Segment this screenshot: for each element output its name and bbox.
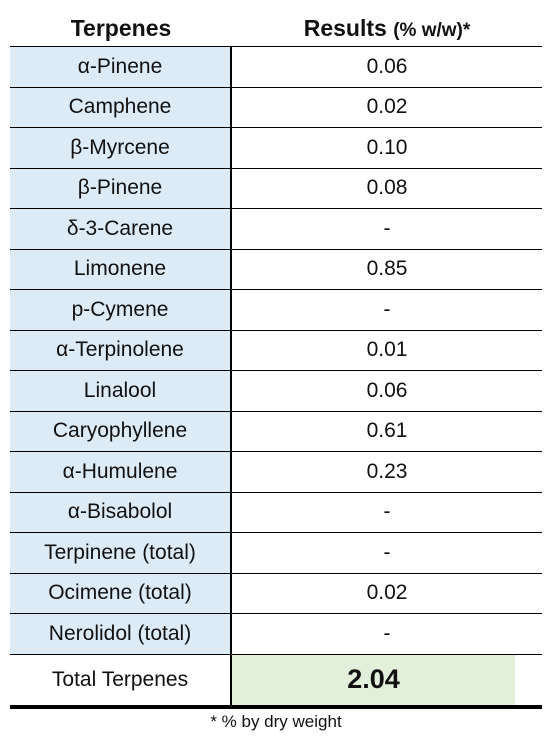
terpene-value: 0.06: [232, 47, 542, 87]
terpene-value: 0.85: [232, 250, 542, 290]
terpene-name: β-Myrcene: [10, 128, 232, 168]
terpene-value: 0.01: [232, 331, 542, 371]
table-row: [10, 47, 542, 88]
table-row: [10, 169, 542, 210]
terpene-value: 0.06: [232, 371, 542, 411]
terpene-name: Limonene: [10, 250, 232, 290]
terpene-value: -: [232, 493, 542, 533]
terpene-name: α-Bisabolol: [10, 493, 232, 533]
table-header: [10, 10, 542, 47]
terpene-value: 0.02: [232, 574, 542, 614]
terpene-value: 0.08: [232, 169, 542, 209]
terpene-value: -: [232, 614, 542, 654]
terpene-name: β-Pinene: [10, 169, 232, 209]
terpene-name: Linalool: [10, 371, 232, 411]
terpene-name: α-Pinene: [10, 47, 232, 87]
table-row: [10, 209, 542, 250]
total-value: 2.04: [232, 655, 515, 705]
terpene-name: Ocimene (total): [10, 574, 232, 614]
header-results-label: Results: [303, 14, 387, 41]
table-row: [10, 452, 542, 493]
table-row: [10, 250, 542, 291]
table-row: [10, 331, 542, 372]
total-row: [10, 655, 542, 709]
table-row: [10, 614, 542, 655]
table-row: [10, 412, 542, 453]
header-terpenes: Terpenes: [70, 14, 172, 41]
terpene-name: Nerolidol (total): [10, 614, 232, 654]
terpene-value: -: [232, 209, 542, 249]
header-results-unit: (% w/w)*: [393, 19, 471, 41]
terpene-value: -: [232, 290, 542, 330]
terpene-name: Camphene: [10, 88, 232, 128]
terpene-name: α-Terpinolene: [10, 331, 232, 371]
terpene-name: α-Humulene: [10, 452, 232, 492]
header-results: [232, 15, 542, 42]
footnote: * % by dry weight: [210, 712, 342, 731]
terpene-value: 0.10: [232, 128, 542, 168]
terpene-value: 0.61: [232, 412, 542, 452]
terpene-name: Caryophyllene: [10, 412, 232, 452]
terpene-value: -: [232, 533, 542, 573]
table-row: [10, 128, 542, 169]
total-label: Total Terpenes: [10, 655, 232, 705]
table-row: [10, 290, 542, 331]
terpene-value: 0.23: [232, 452, 542, 492]
table-row: [10, 493, 542, 534]
table-row: [10, 371, 542, 412]
terpene-value: 0.02: [232, 88, 542, 128]
terpenes-table: [10, 10, 542, 709]
table-body: [10, 47, 542, 655]
terpene-name: p-Cymene: [10, 290, 232, 330]
table-row: [10, 88, 542, 129]
terpene-name: Terpinene (total): [10, 533, 232, 573]
table-row: [10, 533, 542, 574]
table-row: [10, 574, 542, 615]
terpene-name: δ-3-Carene: [10, 209, 232, 249]
